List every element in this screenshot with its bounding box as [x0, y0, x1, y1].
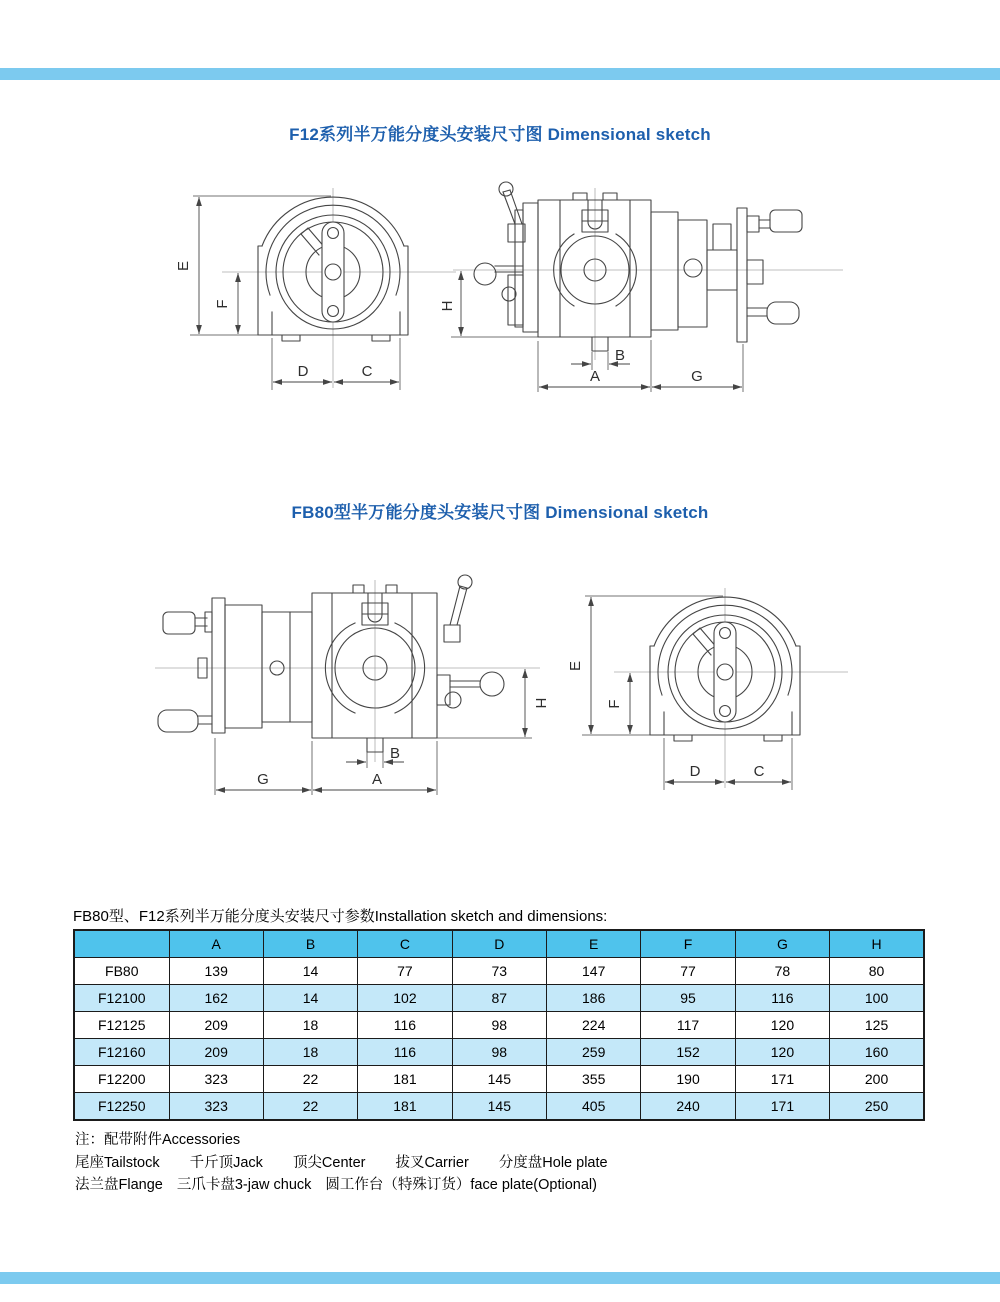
dim-label-c: C: [753, 763, 765, 780]
dimension-d-c: [664, 738, 792, 790]
dimension-f: [214, 273, 238, 334]
accessory-item: 千斤顶Jack: [189, 1155, 263, 1171]
cell: 98: [452, 1012, 546, 1039]
col-header-d: D: [452, 930, 546, 958]
cell: 87: [452, 985, 546, 1012]
dim-label-g: G: [691, 368, 703, 385]
cell: 73: [452, 958, 546, 985]
lock-lever: [503, 190, 522, 224]
table-header-row: [74, 930, 924, 958]
model-cell: F12200: [74, 1066, 169, 1093]
accessories-note-line2: [75, 1151, 608, 1172]
table-row: [74, 1066, 924, 1093]
dim-label-e: E: [175, 260, 192, 272]
cell: 14: [263, 958, 357, 985]
cell: 145: [452, 1066, 546, 1093]
col-header-e: E: [547, 930, 641, 958]
dimension-g-a: [215, 738, 437, 795]
cell: 162: [169, 985, 263, 1012]
col-header-h: H: [830, 930, 924, 958]
cell: 18: [263, 1012, 357, 1039]
col-header-b: B: [263, 930, 357, 958]
dim-label-f: F: [214, 299, 231, 309]
cell: 209: [169, 1012, 263, 1039]
table-row: [74, 1093, 924, 1121]
fb80-side-view-drawing: [150, 570, 549, 810]
cell: 120: [735, 1039, 829, 1066]
cell: 120: [735, 1012, 829, 1039]
cell: 405: [547, 1093, 641, 1121]
table-row: [74, 1012, 924, 1039]
cell: 186: [547, 985, 641, 1012]
model-cell: F12160: [74, 1039, 169, 1066]
crank-side-left: [158, 598, 312, 733]
cell: 95: [641, 985, 735, 1012]
col-header-model: [74, 930, 169, 958]
crank-side-right: [651, 208, 802, 342]
cell: 160: [830, 1039, 924, 1066]
side-view-body: [312, 585, 437, 752]
clamp-handle: [495, 266, 523, 272]
spindle-side-right: [437, 575, 504, 708]
cell: 190: [641, 1066, 735, 1093]
f12-section-title: F12系列半万能分度头安装尺寸图 Dimensional sketch: [289, 125, 711, 144]
accessories-note-line3: [75, 1173, 597, 1194]
model-cell: F12100: [74, 985, 169, 1012]
dim-label-c: C: [361, 363, 373, 380]
dimension-h: [437, 669, 549, 738]
cell: 259: [547, 1039, 641, 1066]
cell: 80: [830, 958, 924, 985]
dim-label-h: H: [439, 300, 456, 312]
cell: 181: [358, 1066, 452, 1093]
dimensions-table: [73, 929, 925, 1121]
clamp-handle: [450, 681, 480, 687]
table-row: [74, 1039, 924, 1066]
dimension-d-c: [272, 338, 400, 390]
dim-label-a: A: [371, 771, 383, 788]
index-plate: [737, 208, 747, 342]
cell: 171: [735, 1066, 829, 1093]
index-plate: [212, 598, 225, 733]
bottom-accent-bar: [0, 1272, 1000, 1284]
model-cell: F12125: [74, 1012, 169, 1039]
cell: 22: [263, 1066, 357, 1093]
cell: 78: [735, 958, 829, 985]
cell: 139: [169, 958, 263, 985]
dim-label-a: A: [589, 368, 601, 385]
cell: 200: [830, 1066, 924, 1093]
cell: 240: [641, 1093, 735, 1121]
crank-knob: [770, 210, 802, 232]
accessory-item: 拔叉Carrier: [395, 1155, 469, 1171]
side-view-body: [538, 193, 651, 351]
cell: 117: [641, 1012, 735, 1039]
cell: 77: [358, 958, 452, 985]
accessory-item: 法兰盘Flange: [75, 1177, 163, 1193]
cell: 102: [358, 985, 452, 1012]
cell: 125: [830, 1012, 924, 1039]
cell: 116: [358, 1039, 452, 1066]
model-cell: F12250: [74, 1093, 169, 1121]
cell: 224: [547, 1012, 641, 1039]
col-header-g: G: [735, 930, 829, 958]
centerlines: [155, 580, 540, 762]
cell: 250: [830, 1093, 924, 1121]
cell: 323: [169, 1066, 263, 1093]
dim-label-b: B: [390, 745, 401, 762]
cell: 18: [263, 1039, 357, 1066]
top-accent-bar: [0, 68, 1000, 80]
dim-label-g: G: [257, 771, 269, 788]
cell: 98: [452, 1039, 546, 1066]
base-tenon: [592, 337, 608, 351]
cell: 209: [169, 1039, 263, 1066]
fb80-front-view-drawing: [562, 580, 852, 805]
col-header-f: F: [641, 930, 735, 958]
dimension-e: [567, 596, 723, 735]
dim-label-d: D: [297, 363, 309, 380]
cell: 181: [358, 1093, 452, 1121]
f12-front-view-drawing: [170, 180, 460, 405]
accessory-item: 圆工作台（特殊订货）face plate(Optional): [325, 1177, 597, 1193]
model-cell: FB80: [74, 958, 169, 985]
fb80-section-title: FB80型半万能分度头安装尺寸图 Dimensional sketch: [291, 503, 709, 522]
dimension-a-g: [538, 340, 743, 392]
table-caption: FB80型、F12系列半万能分度头安装尺寸参数Installation sketch and dimensions:: [73, 908, 608, 925]
col-header-a: A: [169, 930, 263, 958]
cell: 100: [830, 985, 924, 1012]
cell: 147: [547, 958, 641, 985]
table-row: [74, 958, 924, 985]
accessory-item: 顶尖Center: [292, 1155, 366, 1171]
cell: 171: [735, 1093, 829, 1121]
cell: 355: [547, 1066, 641, 1093]
table-row: [74, 985, 924, 1012]
lower-handle: [158, 710, 198, 732]
accessory-item: 分度盘Hole plate: [498, 1155, 608, 1171]
cell: 77: [641, 958, 735, 985]
f12-side-view-drawing: [439, 180, 850, 415]
dim-label-b: B: [615, 347, 626, 364]
dim-label-e: E: [567, 660, 584, 672]
crank-knob: [163, 612, 195, 634]
dim-label-f: F: [606, 699, 623, 709]
cell: 116: [358, 1012, 452, 1039]
cell: 145: [452, 1093, 546, 1121]
cell: 152: [641, 1039, 735, 1066]
lower-handle: [767, 302, 799, 324]
col-header-c: C: [358, 930, 452, 958]
spindle-side-left: [474, 182, 538, 332]
dim-label-h: H: [532, 697, 549, 709]
dimension-e: [175, 196, 331, 335]
accessory-item: 尾座Tailstock: [75, 1155, 160, 1171]
dimension-f: [606, 673, 630, 734]
cell: 14: [263, 985, 357, 1012]
dim-label-d: D: [689, 763, 701, 780]
lock-lever: [450, 586, 467, 625]
cell: 22: [263, 1093, 357, 1121]
accessories-note-title: 注：配带附件Accessories: [75, 1132, 241, 1148]
cell: 323: [169, 1093, 263, 1121]
accessory-item: 三爪卡盘3-jaw chuck: [176, 1177, 312, 1193]
cell: 116: [735, 985, 829, 1012]
